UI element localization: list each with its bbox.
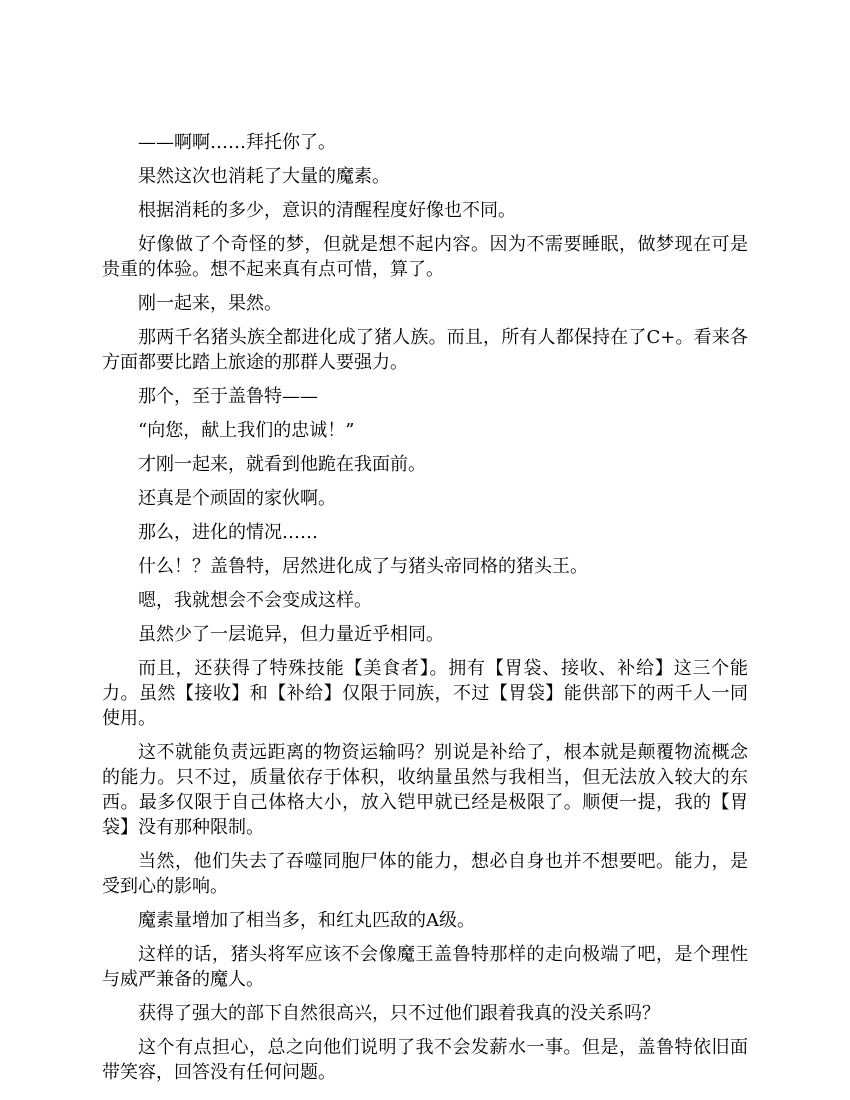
paragraph: 当然，他们失去了吞噬同胞尸体的能力，想必自身也并不想要吧。能力，是受到心的影响。 [102,851,748,897]
paragraph: 好像做了个奇怪的梦，但就是想不起内容。因为不需要睡眠，做梦现在可是贵重的体验。想不起来真有点可惜，算了。 [102,234,748,280]
paragraph: ——啊啊……拜托你了。 [138,132,336,153]
paragraph: 刚一起来，果然。 [138,293,282,314]
paragraph: 还真是个顽固的家伙啊。 [138,488,336,509]
paragraph: 而且，还获得了特殊技能【美食者】。拥有【胃袋、接收、补给】这三个能力。虽然【接收】和【补给】仅限于同族，不过【胃袋】能供部下的两千人一同使用。 [102,658,748,729]
paragraph: 果然这次也消耗了大量的魔素。 [138,166,390,187]
paragraph: 什么！？盖鲁特，居然进化成了与猪头帝同格的猪头王。 [138,556,588,577]
paragraph: 嗯，我就想会不会变成这样。 [138,590,372,611]
paragraph: 根据消耗的多少，意识的清醒程度好像也不同。 [138,200,516,221]
paragraph: 这个有点担心，总之向他们说明了我不会发薪水一事。但是，盖鲁特依旧面带笑容，回答没有任何问题。 [102,1037,748,1083]
paragraph: “向您，献上我们的忠诚！” [138,420,355,441]
paragraph: 魔素量增加了相当多，和红丸匹敌的A级。 [138,910,475,931]
paragraph: 虽然少了一层诡异，但力量近乎相同。 [138,624,444,645]
document-page [102,130,748,1094]
paragraph: 那个，至于盖鲁特—— [138,386,318,407]
paragraph: 才刚一起来，就看到他跪在我面前。 [138,454,426,475]
paragraph: 这不就能负责远距离的物资运输吗？别说是补给了，根本就是颠覆物流概念的能力。只不过，质量依存于体积，收纳量虽然与我相当，但无法放入较大的东西。最多仅限于自己体格大小，放入铠甲就已经是极限了。顺便一提，我的【胃袋】没有那种限制。 [102,742,748,838]
paragraph: 获得了强大的部下自然很高兴，只不过他们跟着我真的没关系吗？ [138,1003,660,1024]
paragraph: 那两千名猪头族全都进化成了猪人族。而且，所有人都保持在了C+。看来各方面都要比踏上旅途的那群人要强力。 [102,327,748,373]
paragraph: 这样的话，猪头将军应该不会像魔王盖鲁特那样的走向极端了吧，是个理性与威严兼备的魔人。 [102,944,748,990]
paragraph: 那么，进化的情况…… [138,522,318,543]
